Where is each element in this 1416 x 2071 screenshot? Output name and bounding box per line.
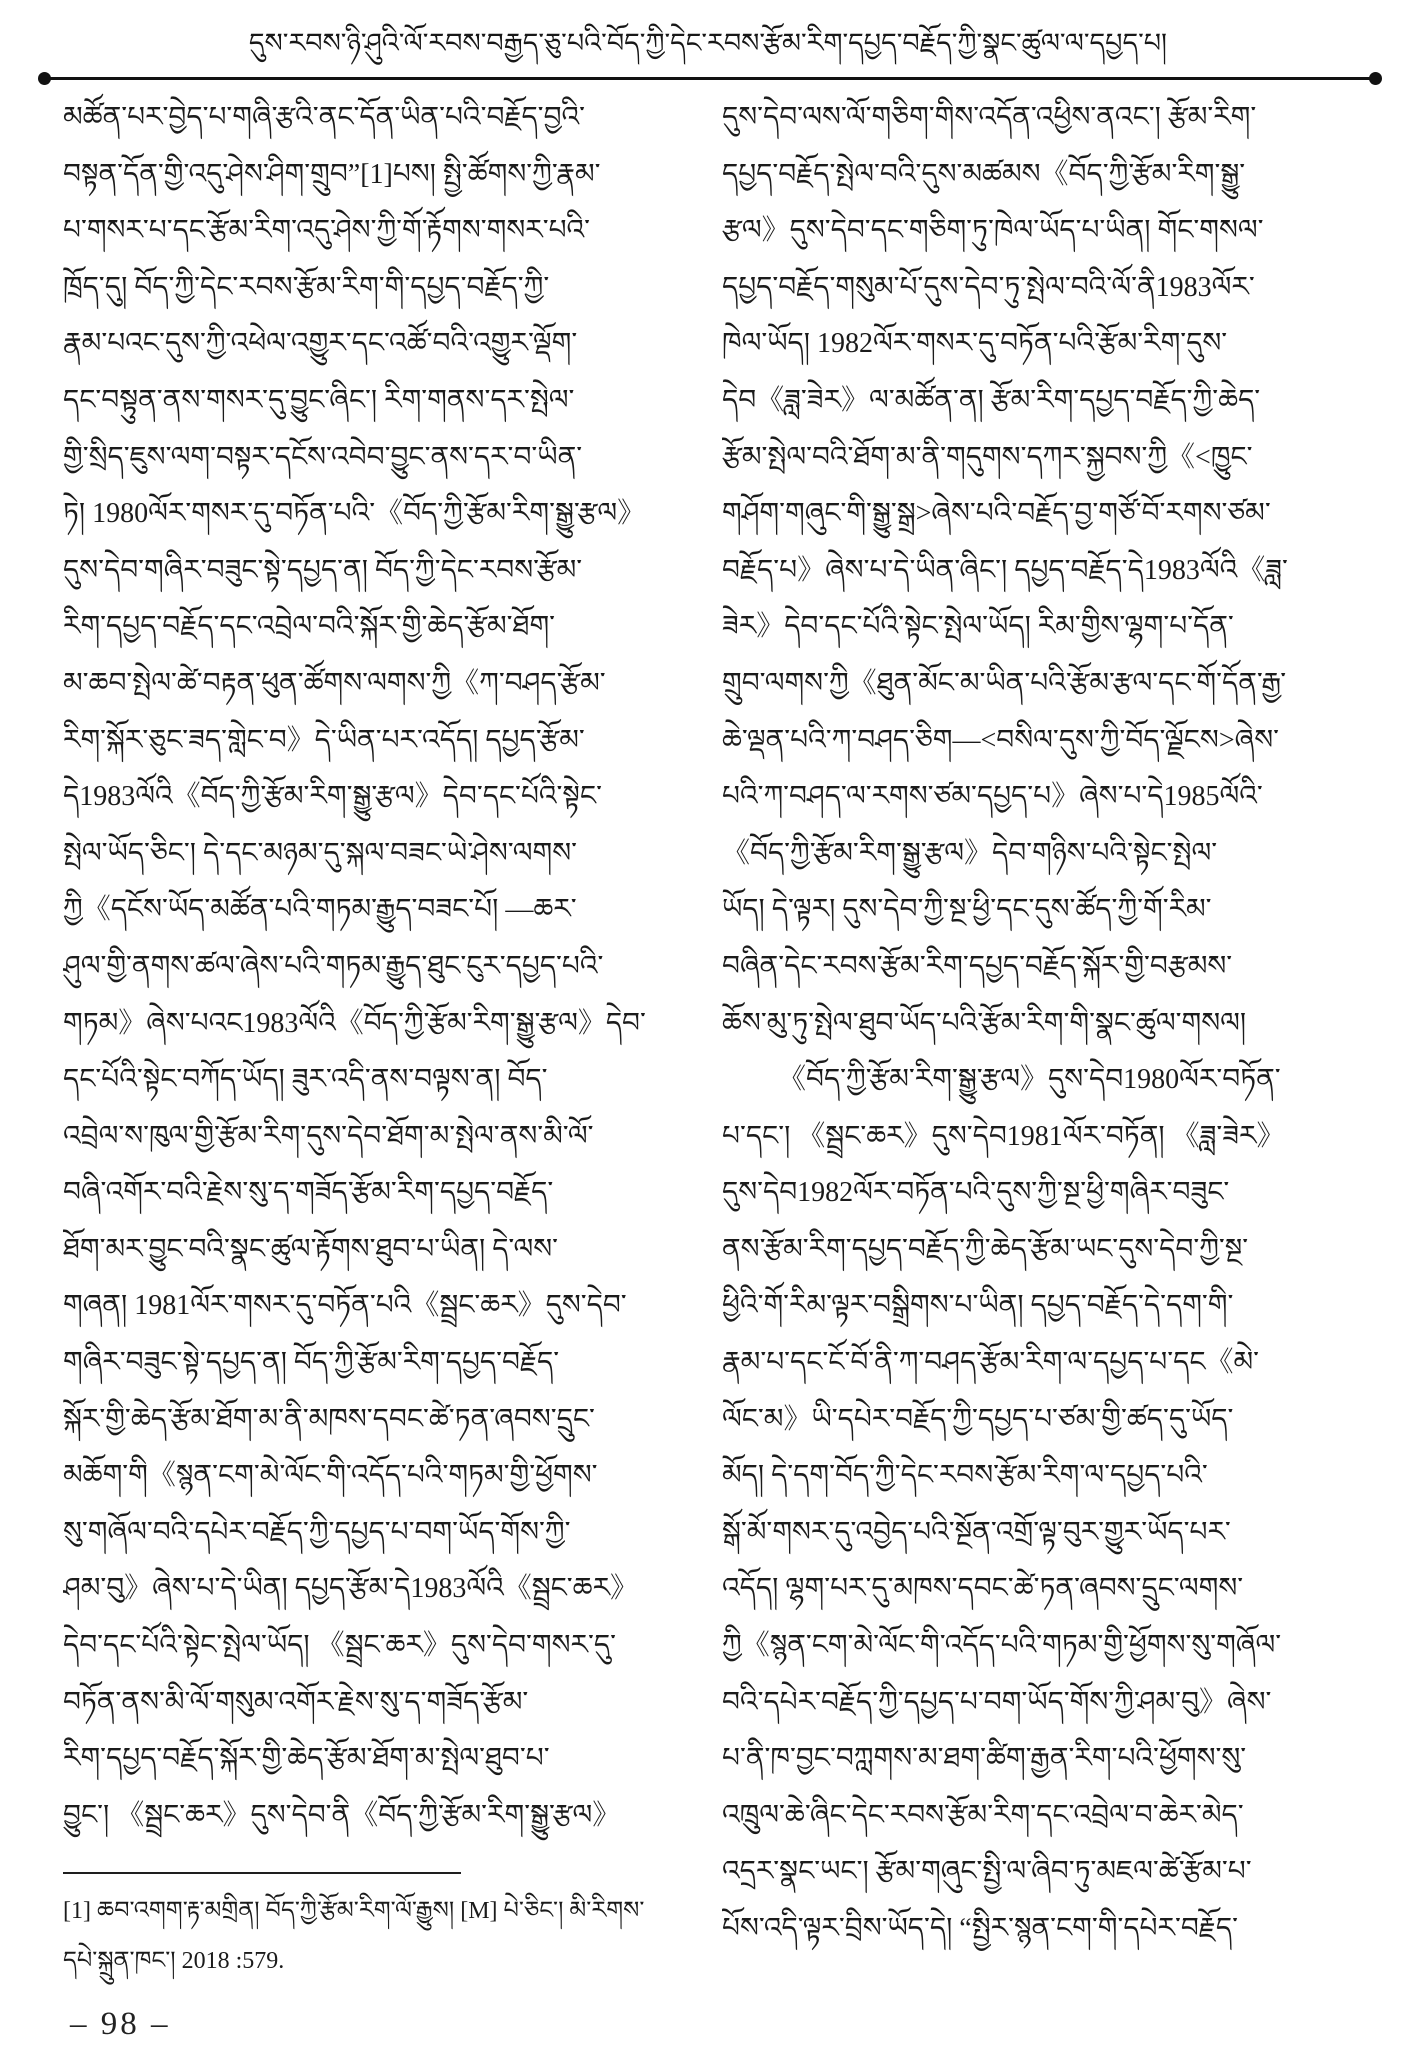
text-line: དང་བསྟུན་ནས་གསར་དུ་བྱུང་ཞིང་། རིག་གནས་དར་སྤེལ་ [63,384,575,416]
text-line: ཤམ་བུ》ཞེས་པ་དེ་ཡིན། དཔྱད་རྩོམ་དེ1983ལོའི《སྦྲང་ཆར》 [63,1573,639,1605]
text-line: གྲུབ་ལགས་ཀྱི《ཐུན་མོང་མ་ཡིན་པའི་རྩོམ་རྩལ་དང་གོ་དོན་རྒྱ་ [722,667,1287,699]
footnote-divider [63,1872,461,1874]
text-line: 《བོད་ཀྱི་རྩོམ་རིག་སྒྱུ་རྩལ》དེབ་གཉིས་པའི་སྟེང་སྤེལ་ [722,837,1218,869]
text-line: སྤེལ་ཡོད་ཅིང་། དེ་དང་མཉམ་དུ་སྐལ་བཟང་ཡེ་ཤེས་ལགས་ [63,837,578,869]
text-line: དང་པོའི་སྟེང་བཀོད་ཡོད། ཟུར་འདི་ནས་བལྟས་ན། བོད་ [63,1064,548,1096]
page-number: – 98 – [70,2006,171,2042]
text-line: བཏོན་ནས་མི་ལོ་གསུམ་འགོར་རྗེས་སུ་ད་གཟོད་རྩོམ་ [63,1686,529,1718]
text-line: བྱུང་། 《སྦྲང་ཆར》དུས་དེབ་ནི《བོད་ཀྱི་རྩོམ་རིག་སྒྱུ་རྩལ》 [63,1799,621,1831]
text-line: ཐོག་མར་བྱུང་བའི་སྣང་ཚུལ་རྟོགས་ཐུབ་པ་ཡིན། དེ་ལས་ [63,1233,559,1265]
text-line: ཁེལ་ཡོད། 1982ལོར་གསར་དུ་བཏོན་པའི་རྩོམ་རིག་དུས་ [722,328,1228,360]
text-line: རིག་དཔྱད་བརྗོད་དང་འབྲེལ་བའི་སྐོར་གྱི་ཆེད་རྩོམ་ཐོག་ [63,611,556,643]
text-line: གཞིར་བཟུང་སྟེ་དཔྱད་ན། བོད་ཀྱི་རྩོམ་རིག་དཔྱད་བརྗོད་ [63,1347,560,1379]
text-line: པོས་འདི་ལྟར་བྲིས་ཡོད་དེ། “སྤྱིར་སྙན་ངག་གི་དཔེར་བརྗོད་ [722,1913,1238,1944]
text-line: ཆོས་མུ་ཏུ་སྤེལ་ཐུབ་ཡོད་པའི་རྩོམ་རིག་གི་སྣང་ཚུལ་གསལ། [722,1007,1247,1039]
text-line: རྩོམ་སྤེལ་བའི་ཐོག་མ་ནི་གདུགས་དཀར་སྐྱབས་ཀྱི《<ཁྱུང་ [722,441,1253,473]
text-line: ཁྲོད་དུ། བོད་ཀྱི་དེང་རབས་རྩོམ་རིག་གི་དཔྱད་བརྗོད་ཀྱི་ [63,271,550,303]
text-line: བའི་དཔེར་བརྗོད་ཀྱི་དཔྱད་པ་བག་ཡོད་གོས་ཀྱི་ཤམ་བུ》ཞེས་ [722,1686,1272,1718]
right-text-column [722,90,1362,1958]
text-line: ལོང་མ》ཡི་དཔེར་བརྗོད་ཀྱི་དཔྱད་པ་ཙམ་གྱི་ཚད་དུ་ཡོད་ [722,1403,1234,1435]
text-line: [1] ཆབ་འགག་རྟ་མགྲིན། བོད་ཀྱི་རྩོམ་རིག་ལོ་རྒྱུས། [M] པེ་ཅིང་། མི་རིགས་ [63,1898,645,1924]
text-line: ཕྱིའི་གོ་རིམ་ལྟར་བསྒྲིགས་པ་ཡིན། དཔྱད་བརྗོད་དེ་དག་གི་ [722,1290,1234,1322]
text-line: སྒོ་མོ་གསར་དུ་འབྱེད་པའི་སྔོན་འགྲོ་ལྟ་བུར་གྱུར་ཡོད་པར་ [722,1516,1231,1548]
text-line: 《བོད་ཀྱི་རྩོམ་རིག་སྒྱུ་རྩལ》དུས་དེབ1980ལོར་བཏོན་ [722,1064,1281,1096]
text-line: དེ1983ལོའི《བོད་ཀྱི་རྩོམ་རིག་སྒྱུ་རྩལ》དེབ་དང་པོའི་སྟེང་ [63,781,602,813]
text-line: རིག་དཔྱད་བརྗོད་སྐོར་གྱི་ཆེད་རྩོམ་ཐོག་མ་སྤེལ་ཐུབ་པ་ [63,1743,550,1775]
text-line: བཞི་འགོར་བའི་རྗེས་སུ་ད་གཟོད་རྩོམ་རིག་དཔྱད་བརྗོད་ [63,1177,554,1209]
text-line: ནས་རྩོམ་རིག་དཔྱད་བརྗོད་ཀྱི་ཆེད་རྩོམ་ཡང་དུས་དེབ་ཀྱི་སྔ་ [722,1233,1249,1265]
text-line: སྐོར་གྱི་ཆེད་རྩོམ་ཐོག་མ་ནི་མཁས་དབང་ཚེ་ཏན་ཞབས་དྲུང་ [63,1403,595,1435]
text-line: དུས་དེབ་ལས་ལོ་གཅིག་གིས་འདོན་འཕྱིས་ནའང་། རྩོམ་རིག་ [722,102,1257,133]
header-rule [44,77,1376,80]
text-line: འབྲེལ་ས་ཁུལ་གྱི་རྩོམ་རིག་དུས་དེབ་ཐོག་མ་སྤེལ་ནས་མི་ལོ་ [63,1120,594,1152]
text-line: པའི་ཀ་བཤད་ལ་རགས་ཙམ་དཔྱད་པ》ཞེས་པ་དེ1985ལོའི་ [722,781,1263,813]
text-line: ཀྱི《སྙན་ངག་མེ་ལོང་གི་འདོད་པའི་གཏམ་གྱི་ཕྱོགས་སུ་གཞོལ་ [722,1630,1282,1662]
text-line: དཔྱད་བརྗོད་གསུམ་པོ་དུས་དེབ་ཏུ་སྤེལ་བའི་ལོ་ནི1983ལོར་ [722,271,1255,303]
text-line: རིག་སྐོར་ཅུང་ཟད་གླེང་བ》དེ་ཡིན་པར་འདོད། དཔྱད་རྩོམ་ [63,724,585,756]
text-line: པ་ནི་ཁ་བྱང་བཀླགས་མ་ཐག་ཚིག་རྒྱན་རིག་པའི་ཕྱོགས་སུ་ [722,1743,1247,1775]
text-line: མཆོག་གི《སྙན་ངག་མེ་ལོང་གི་འདོད་པའི་གཏམ་གྱི་ཕྱོགས་ [63,1460,598,1492]
text-line: ཀྱི《དངོས་ཡོད་མཚོན་པའི་གཏམ་རྒྱུད་བཟང་པོ། ―ཆར་ [63,894,577,926]
text-line: པ་གསར་པ་དང་རྩོམ་རིག་འདུ་ཤེས་ཀྱི་གོ་རྟོགས་གསར་པའི་ [63,215,591,247]
text-line: བསྟན་དོན་གྱི་འདུ་ཤེས་ཤིག་གྲུབ”[1]པས། སྤྱི་ཚོགས་ཀྱི་རྣམ་ [63,158,601,190]
header-rule-dot-left [38,72,51,85]
text-line: མཚོན་པར་བྱེད་པ་གཞི་རྩའི་ནང་དོན་ཡིན་པའི་བརྗོད་བྱའི་ [63,102,586,133]
text-line: སུ་གཞོལ་བའི་དཔེར་བརྗོད་ཀྱི་དཔྱད་པ་བག་ཡོད་གོས་ཀྱི་ [63,1516,571,1548]
text-line: ཟེར》དེབ་དང་པོའི་སྟེང་སྤེལ་ཡོད། རིམ་གྱིས་ལྷག་པ་དོན་ [722,611,1234,643]
text-line: དེབ་དང་པོའི་སྟེང་སྤེལ་ཡོད། 《སྦྲང་ཆར》དུས་དེབ་གསར་དུ་ [63,1630,616,1662]
text-line: དཔེ་སྐྲུན་ཁང་། 2018 :579. [63,1948,285,1974]
text-line: གཞན། 1981ལོར་གསར་དུ་བཏོན་པའི《སྦྲང་ཆར》དུས་དེབ་ [63,1290,627,1322]
text-line: ཡོད། དེ་ལྟར། དུས་དེབ་ཀྱི་སྔ་ཕྱི་དང་དུས་ཚོད་ཀྱི་གོ་རིམ་ [722,894,1212,926]
text-line: རྩལ》དུས་དེབ་དང་གཅིག་ཏུ་ཁེལ་ཡོད་པ་ཡིན། གོང་གསལ་ [722,215,1264,247]
text-line: ཆེ་ལྡན་པའི་ཀ་བཤད་ཅིག―<བསིལ་དུས་ཀྱི་བོད་ལྗོངས>ཞེས་ [722,724,1280,756]
text-line: གཤོག་གཞུང་གི་སྒྱུ་སྒྲ>ཞེས་པའི་བརྗོད་བྱ་གཙོ་བོ་རགས་ཙམ་ [722,498,1271,530]
text-line: དཔྱད་བརྗོད་སྤེལ་བའི་དུས་མཚམས《བོད་ཀྱི་རྩོམ་རིག་སྒྱུ་ [722,158,1246,190]
text-line: རྣམ་པའང་དུས་ཀྱི་འཕེལ་འགྱུར་དང་འཚོ་བའི་འགྱུར་ལྡོག་ [63,328,578,360]
text-line: འཁྲུལ་ཆེ་ཞིང་དེང་རབས་རྩོམ་རིག་དང་འབྲེལ་བ་ཆེར་མེད་ [722,1799,1244,1831]
text-line: མོད། དེ་དག་བོད་ཀྱི་དེང་རབས་རྩོམ་རིག་ལ་དཔྱད་པའི་ [722,1460,1208,1492]
text-line: གཏམ》ཞེས་པའང1983ལོའི《བོད་ཀྱི་རྩོམ་རིག་སྒྱུ་རྩལ》དེབ་ [63,1007,646,1039]
header-rule-dot-right [1369,72,1382,85]
page-header-title: དུས་རབས་ཉི་ཤུའི་ལོ་རབས་བརྒྱད་ཅུ་པའི་བོད་ཀྱི་དེང་རབས་རྩོམ་རིག་དཔྱད་བརྗོད་ཀྱི་སྣང་ཚུལ་ལ་དཔྱད་པ། [248,28,1168,58]
left-text-column [63,90,699,1844]
text-line: འདྲར་སྣང་ཡང་། རྩོམ་གཞུང་སྤྱི་ལ་ཞིབ་ཏུ་མཇལ་ཚེ་རྩོམ་པ་ [722,1856,1252,1888]
text-line: དེབ《ཟླ་ཟེར》ལ་མཚོན་ན། རྩོམ་རིག་དཔྱད་བརྗོད་ཀྱི་ཆེད་ [722,384,1261,416]
text-line: བཞིན་དེང་རབས་རྩོམ་རིག་དཔྱད་བརྗོད་སྐོར་གྱི་བརྩམས་ [722,950,1233,982]
text-line: མ་ཆབ་སྤེལ་ཚེ་བརྟན་ཕུན་ཚོགས་ལགས་ཀྱི《ཀ་བཤད་རྩོམ་ [63,667,606,699]
text-line: དུས་དེབ་གཞིར་བཟུང་སྟེ་དཔྱད་ན། བོད་ཀྱི་དེང་རབས་རྩོམ་ [63,554,583,586]
text-line: བརྗོད་པ》ཞེས་པ་དེ་ཡིན་ཞིང་། དཔྱད་བརྗོད་དེ1983ལོའི《ཟླ་ [722,554,1288,586]
text-line: ཤུལ་གྱི་ནགས་ཚལ་ཞེས་པའི་གཏམ་རྒྱུད་ཐུང་ངུར་དཔྱད་པའི་ [63,950,604,982]
text-line: གྱི་སྲིད་ཇུས་ལག་བསྟར་དངོས་འབེབ་བྱུང་ནས་དར་བ་ཡིན་ [63,441,583,473]
text-line: ཏེ། 1980ལོར་གསར་དུ་བཏོན་པའི་《བོད་ཀྱི་རྩོམ་རིག་སྒྱུ་རྩལ》 [63,498,646,530]
text-line: འདོད། ལྷག་པར་དུ་མཁས་དབང་ཚེ་ཏན་ཞབས་དྲུང་ལགས་ [722,1573,1244,1605]
text-line: རྣམ་པ་དང་ངོ་བོ་ནི་ཀ་བཤད་རྩོམ་རིག་ལ་དཔྱད་པ་དང《མེ་ [722,1347,1260,1379]
text-line: དུས་དེབ1982ལོར་བཏོན་པའི་དུས་ཀྱི་སྔ་ཕྱི་གཞིར་བཟུང་ [722,1177,1230,1209]
text-line: པ་དང་། 《སྦྲང་ཆར》དུས་དེབ1981ལོར་བཏོན། 《ཟླ་ཟེར》 [722,1120,1285,1152]
footnote [63,1886,713,1986]
